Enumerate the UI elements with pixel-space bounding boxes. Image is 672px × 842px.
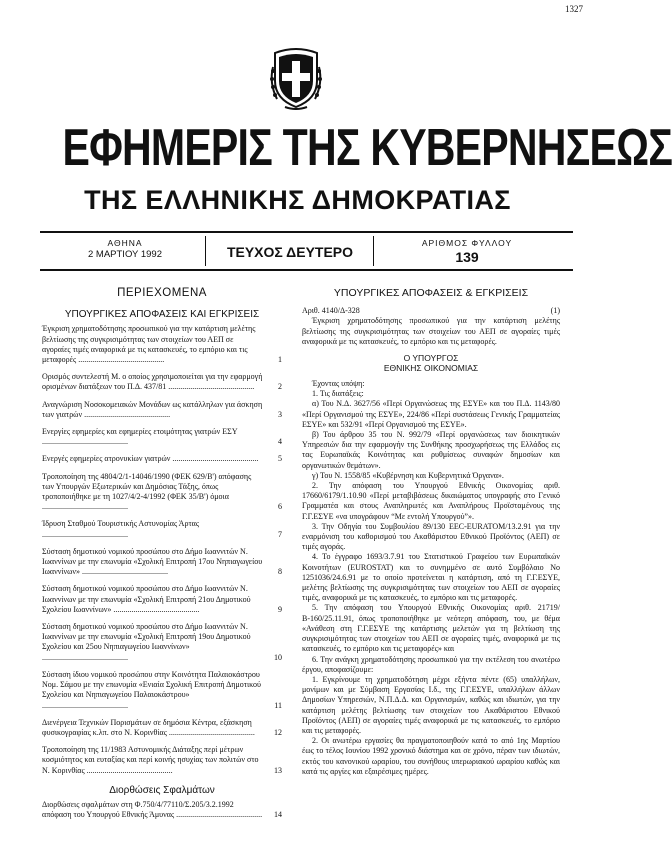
contents-item: [42, 454, 282, 464]
contents-item: [42, 324, 282, 365]
having-regard: Έχοντας υπόψη:: [312, 379, 365, 389]
contents-item: [42, 800, 282, 820]
errata-heading: Διορθώσεις Σφαλμάτων: [109, 784, 215, 796]
contents-item: [42, 670, 282, 711]
header-rule-top: [40, 231, 573, 233]
minister-line1: Ο ΥΠΟΥΡΓΟΣ: [403, 353, 459, 364]
contents-section-heading: ΥΠΟΥΡΓΙΚΕΣ ΑΠΟΦΑΣΕΙΣ ΚΑΙ ΕΓΚΡΙΣΕΙΣ: [64, 309, 260, 321]
contents-item-text: Σύσταση δημοτικού νομικού προσώπου στο Δήμο Ιωαννιτών Ν. Ιωαννίνων με την επωνυμία «Σχολική Επιτροπή 19ου Δημοτικού Σχολείου και 25ου Νηπιαγωγείου Ιωαννίνων» .....: [42, 622, 268, 663]
paragraph-3: 3. Την Οδηγία του Συμβουλίου 89/130 EEC-EURATOM/13.2.91 για την εναρμόνιση του καθορισμού του Ακαθάριστου Εθνικού Προϊόντος (ΑΕΠ) σε τιμές αγοράς.: [302, 521, 560, 552]
paragraph-5: 5. Την απόφαση του Υπουργού Εθνικής Οικονομίας αριθ. 21719/Β-160/25.11.91, όπως τροποποιήθηκε με νεότερη απόφαση, του, με θέμα «Ανάθεση στη Γ.Γ.ΕΣΥΕ της κατάρτισης μελετών για τη βελτίωση της συγκρισιμότητας των στοιχείων του ΑΕΠ σε αγοραίες τιμές, αναφορικά με τις κατασκευές, το εμπόριο και τις μεταφορές» και: [302, 603, 560, 654]
contents-item-text: Ίδρυση Σταθμού Τουριστικής Αστυνομίας Άρτας .....: [42, 519, 268, 539]
contents-item-page: 2: [278, 382, 282, 392]
contents-item-text: Ενεργές εφημερίες ατρονυκίων γιατρών .....: [42, 454, 268, 464]
contents-item: [42, 472, 282, 513]
contents-item-page: 4: [278, 437, 282, 447]
header-sheet-block: [392, 238, 542, 265]
contents-item-page: 6: [278, 502, 282, 512]
contents-item-page: 11: [274, 700, 282, 710]
contents-item: [42, 519, 282, 539]
contents-item: [42, 427, 282, 447]
minister-block: [302, 353, 560, 373]
errata-list: [42, 800, 282, 820]
greek-coat-of-arms-icon: [269, 47, 323, 111]
contents-item-page: 3: [278, 409, 282, 419]
header-sheet-label: ΑΡΙΘΜΟΣ ΦΥΛΛΟΥ: [421, 238, 513, 248]
contents-item: [42, 547, 282, 578]
contents-item-text: Διορθώσεις σφαλμάτων στη Φ.750/4/77110/Σ.205/3.2.1992 απόφαση του Υπουργού Εθνικής Άμυνας .....: [42, 800, 268, 820]
contents-item: [42, 622, 282, 663]
paragraph-1: 1. Τις διατάξεις:: [312, 389, 364, 399]
header-date-block: [60, 238, 190, 261]
header-divider: [373, 236, 374, 266]
paragraph-1b: β) Του άρθρου 35 του Ν. 992/79 «Περί οργανώσεως των διοικητικών Υπηρεσιών δια την εφαρμογήν της Συνθήκης προσχωρήσεως της Ελλάδος εις τας Ευρωπαϊκάς Κοινότητας και ρυθμίσεως συναφών δημοσίων και οργανωτικών θεμάτων».: [302, 430, 560, 470]
contents-item-page: 1: [278, 355, 282, 365]
decision-ref-number: (1): [550, 306, 560, 316]
contents-list: [42, 324, 282, 775]
paragraph-4: 4. Το έγγραφο 1693/3.7.91 του Στατιστικού Γραφείου των Ευρωπαϊκών Κοινοτήτων (EUROSTAT) και το συνημμένο σε αυτό Συμβόλαιο Νο 1251036/24.6.91 με το οποίο προτείνεται η κατάρτιση, από τη Γ.Γ.ΕΣΥΕ, μελέτης βελτίωσης της συγκρισιμότητας των στοιχείων του ΑΕΠ σε αγοραίες τιμές, αναφορικά με τις κατασκευές, το εμπόριο και τις μεταφορές.: [302, 552, 560, 603]
decision-ref: Αριθ. 4140/Δ-328: [302, 306, 360, 316]
header-date: 2 ΜΑΡΤΙΟΥ 1992: [88, 249, 162, 260]
contents-item: [42, 400, 282, 420]
header-rule-bottom: [40, 269, 573, 271]
contents-heading: ΠΕΡΙΕΧΟΜΕΝΑ: [117, 287, 207, 299]
contents-item: [42, 372, 282, 392]
decisions-column: [302, 288, 560, 777]
contents-item-page: 10: [274, 652, 282, 662]
paragraph-6: 6. Την ανάγκη χρηματοδότησης προσωπικού για την εκτέλεση του ανωτέρω έργου, αποφασίζουμε:: [302, 654, 560, 674]
contents-item: [42, 745, 282, 776]
contents-item-text: Ενεργίες εφημερίες και εφημερίες ετοιμότητας γιατρών ΕΣΥ .....: [42, 427, 268, 447]
gazette-title: ΕΦΗΜΕΡΙΣ ΤΗΣ ΚΥΒΕΡΝΗΣΕΩΣ: [62, 119, 672, 177]
paragraph-1c: γ) Του Ν. 1558/85 «Κυβέρνηση και Κυβερνητικά Όργανα».: [312, 470, 504, 480]
contents-item-page: 12: [274, 727, 282, 737]
contents-item-page: 5: [278, 454, 282, 464]
minister-line2: ΕΘΝΙΚΗΣ ΟΙΚΟΝΟΜΙΑΣ: [383, 363, 479, 374]
paragraph-1a: α) Του Ν.Δ. 3627/56 «Περί Οργανώσεως της ΕΣΥΕ» και του Π.Δ. 1143/80 «Περί Οργανισμού της ΕΣΥΕ», 224/86 «Περί συστάσεως Γενικής Γραμματείας ΕΣΥΕ» και 532/91 «Περί Οργανισμού της ΕΣΥΕ».: [302, 399, 560, 429]
contents-item-text: Σύσταση δημοτικού νομικού προσώπου στο Δήμο Ιωαννιτών Ν. Ιωαννίνων με την επωνυμία «Σχολική Επιτροπή 17ου Νηπιαγωγείου Ιωαννίνων» .....: [42, 547, 268, 578]
header-sheet-number: 139: [455, 249, 479, 265]
contents-item-page: 9: [278, 604, 282, 614]
contents-item-page: 13: [274, 765, 282, 775]
contents-item-page: 8: [278, 567, 282, 577]
contents-column: [42, 288, 282, 827]
header-city: ΑΘΗΝΑ: [107, 238, 143, 248]
decision-reference: [302, 306, 560, 316]
contents-item-text: Σύσταση δημοτικού νομικού προσώπου στο Δήμο Ιωαννιτών Ν. Ιωαννίνων με την επωνυμία «Σχολική Επιτροπή 21ου Δημοτικού Σχολείου Ιωαννίνων» .....: [42, 584, 268, 615]
header-divider: [205, 236, 206, 266]
contents-item-text: Διενέργεια Τεχνικών Πορισμάτων σε δημόσια Κέντρα, εξάσκηση φυσικογραφίας κ.λπ. στο Ν. Κορινθίας .....: [42, 718, 268, 738]
contents-item-text: Τροποποίηση της 4804/2/1-14046/1990 (ΦΕΚ 629/Β') απόφασης των Υπουργών Εξωτερικών και Δημόσιας Τάξης, όπως τροποποιήθηκε με τη 1027/4/2-4/1992 (ΦΕΚ 35/Β') όμοια .....: [42, 472, 268, 513]
decision-2: 2. Οι ανωτέρω εργασίες θα πραγματοποιηθούν κατά το από 1ης Μαρτίου έως το τέλος Ιουνίου 1992 χρονικό διάστημα και σε χρόνο, πέραν των ιδιωτών, εκτός του κανονικού ωραρίου, του συνήθους υπερωριακού ωραρίου καθώς και κατά τις αργίες και εξαιρέσιμες ημέρες.: [302, 736, 560, 776]
decision-intro: Έγκριση χρηματοδότησης προσωπικού για την κατάρτιση μελέτης βελτίωσης της συγκρισιμότητας των στοιχείων του ΑΕΠ σε αγοραίες τιμές αναφορικά με τις κατασκευές, το εμπόριο και τις μεταφορές.: [302, 316, 560, 346]
contents-item: [42, 718, 282, 738]
contents-item-page: 7: [278, 529, 282, 539]
contents-item-page: 14: [274, 810, 282, 820]
paragraph-2: 2. Την απόφαση του Υπουργού Εθνικής Οικονομίας αριθ. 17660/6179/1.10.90 «Περί μεταβιβάσεως δικαιώματος υπογραφής στο Γενικό Γραμματέα και στους Αναπληρωτές και Αναπλήρους Προϊσταμένους της Γ.Γ.ΕΣΥΕ «να υπογράφουν “Με εντολή Υπουργού”».: [302, 481, 560, 521]
contents-item-text: Ορισμός συντελεστή Μ. ο οποίος χρησιμοποιείται για την εφαρμογή ορισμένων διατάξεων του Π.Δ. 437/81 .....: [42, 372, 268, 392]
decision-1: 1. Εγκρίνουμε τη χρηματοδότηση μέχρι εξήντα πέντε (65) υπαλλήλων, μονίμων και με Σύμβαση Εργασίας Ι.δ., της Γ.Γ.ΕΣΥΕ, υπαλλήλων άλλων Δημοσίων Υπηρεσιών, Ν.Π.Δ.Δ. και Οργανισμών, καθώς και ιδιωτών, για την κατάρτιση μελέτης βελτίωσης των στοιχείων του Ακαθάριστου Εθνικού Προϊόντος (ΑΕΠ) σε αγοραίες τιμές αναφορικά με τις κατασκευές, το εμπόριο και τις μεταφορές.: [302, 674, 560, 735]
contents-item-text: Έγκριση χρηματοδότησης προσωπικού για την κατάρτιση μελέτης βελτίωσης της συγκρισιμότητας των στοιχείων του ΑΕΠ σε αγοραίες τιμές αναφορικά με τις κατασκευές, το εμπόριο και τις μεταφορές .....: [42, 324, 268, 365]
header-issue: ΤΕΥΧΟΣ ΔΕΥΤΕΡΟ: [226, 244, 354, 260]
contents-item-text: Αναγνώριση Νοσοκομειακών Μονάδων ως κατάλληλων για άσκηση των γιατρών .....: [42, 400, 268, 420]
contents-item: [42, 584, 282, 615]
header-issue-block: [212, 244, 368, 260]
page-number: 1327: [565, 4, 583, 14]
contents-item-text: Σύσταση ίδιου νομικού προσώπου στην Κοινότητα Παλαιοκάστρου Νομ. Σάμου με την επωνυμία «Ενιαία Σχολική Επιτροπή Δημοτικού Σχολείου και Νηπιαγωγείου Παλαιοκάστρου» .....: [42, 670, 268, 711]
gazette-subtitle: ΤΗΣ ΕΛΛΗΝΙΚΗΣ ΔΗΜΟΚΡΑΤΙΑΣ: [84, 185, 511, 215]
decisions-heading: ΥΠΟΥΡΓΙΚΕΣ ΑΠΟΦΑΣΕΙΣ & ΕΓΚΡΙΣΕΙΣ: [333, 287, 529, 299]
contents-item-text: Τροποποίηση της 11/1983 Αστυνομικής Διάταξης περί μέτρων κοσμιότητος και ευταξίας και περί κοινής ησυχίας των πολιτών στο Ν. Κορινθίας .....: [42, 745, 268, 776]
